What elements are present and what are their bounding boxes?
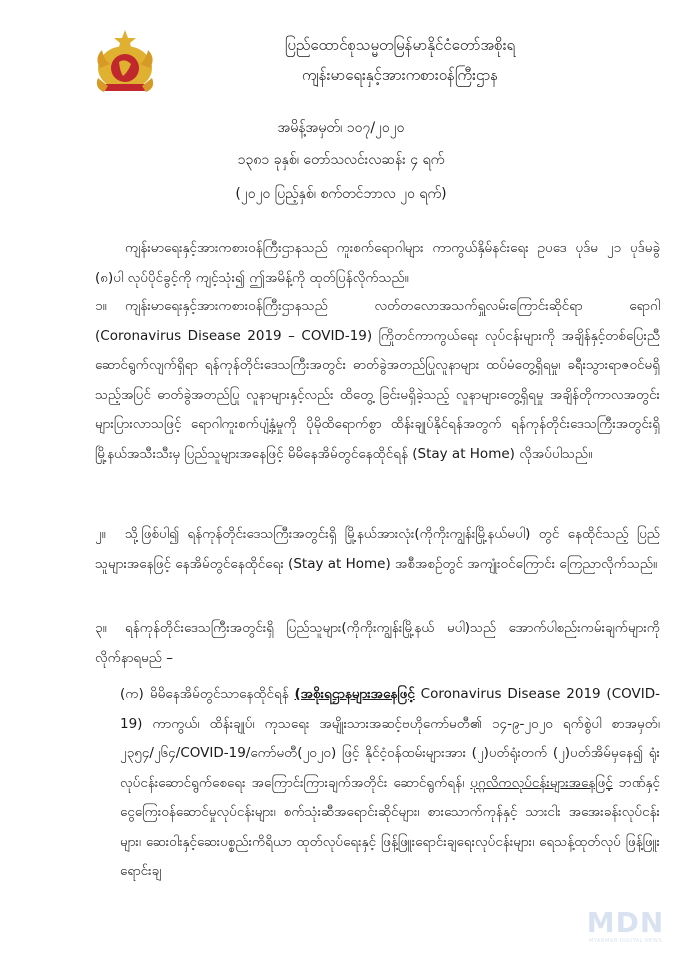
paragraph-2 (95, 520, 660, 579)
watermark-sub: MYANMAR DIGITAL NEWS (588, 938, 663, 944)
sub-item-a-private-heading: ပုဂ္ဂလိကလုပ်ငန်းများအနေဖြင့် (470, 774, 613, 791)
order-number: အမိန့်အမှတ်၊ ၁၀၇/၂၀၂၀ (277, 120, 405, 136)
paragraph-1-number: ၁။ (95, 298, 107, 314)
gregorian-date: (၂၀၂၀ ပြည့်နှစ်၊ စက်တင်ဘာလ ၂၀ ရက်) (235, 186, 447, 202)
sub-item-a-gov-heading: (အစိုးရဌာနများအနေဖြင့် (294, 686, 415, 702)
paragraph-2-text: သို့ဖြစ်ပါ၍ ရန်ကုန်တိုင်းဒေသကြီးအတွင်းရှိ မြို့နယ်အားလုံး(ကိုကိုးကျွန်းမြို့နယ်မပါ) တွင် နေထိုင်သည့် ပြည်သူများအနေဖြင့် နေအိမ်တွင်နေထိုင်ရေး (Stay at Home) အစီအစဉ်တွင် အကျုံးဝင်ကြောင်း ကြေညာလိုက်သည်။ (95, 526, 660, 572)
paragraph-2-number: ၂။ (95, 526, 106, 542)
paragraph-1-text: ကျန်းမာရေးနှင့်အားကစားဝန်ကြီးဌာနသည် လတ်တလောအသက်ရှူလမ်းကြောင်းဆိုင်ရာ ရောဂါ (Coronavirus Disease 2019 – COVID-19) ကြိုတင်ကာကွယ်ရေး လုပ်ငန်းများကို အချိန်နှင့်တစ်ပြေးညီ ဆောင်ရွက်လျက်ရှိရာ ရန်ကုန်တိုင်းဒေသကြီးအတွင်း ဓာတ်ခွဲအတည်ပြုလူနာများ ထပ်မံတွေ့ရှိရမှု၊ ခရီးသွားရာဇဝင်မရှိသည့်အပြင် ဓာတ်ခွဲအတည်ပြု လူနာများနှင့်လည်း ထိတွေ့ ခြင်းမရှိခဲ့သည့် လူနာများတွေ့ရှိရမှု အချိန်တိုကာလအတွင်း များပြားလာသဖြင့် ရောဂါကူးစက်ပျံ့နှံ့မှုကို ပိုမိုထိရောက်စွာ ထိန်းချုပ်နိုင်ရန်အတွက် ရန်ကုန်တိုင်းဒေသကြီးအတွင်းရှိ မြို့နယ်အသီးသီးမှ ပြည်သူများအနေဖြင့် မိမိနေအိမ်တွင်နေထိုင်ရန် (Stay at Home) လိုအပ်ပါသည်။ (95, 298, 660, 462)
paragraph-1 (95, 292, 660, 469)
state-seal-emblem (90, 28, 160, 98)
sub-item-a-number: (က) (120, 686, 144, 702)
myanmar-date: ၁၃၈၁ ခုနှစ်၊ တော်သလင်းလဆန်း ၄ ရက် (237, 152, 445, 168)
sub-item-a-lead: မိမိနေအိမ်တွင်သာနေထိုင်ရန် (150, 686, 295, 702)
sub-item-a (120, 680, 660, 887)
sub-item-a-private-text: ဘဏ်နှင့် ငွေကြေးဝန်ဆောင်မှုလုပ်ငန်းများ၊ စက်သုံးဆီအရောင်းဆိုင်များ၊ စားသောက်ကုန်နှင့် သားငါး အအေးခန်းလုပ်ငန်းများ၊ ဆေးဝါးနှင့်ဆေးပစ္စည်းကိရိယာ ထုတ်လုပ်ရေးနှင့် ဖြန့်ဖြူးရောင်းချရေးလုပ်ငန်းများ၊ ရေသန့်ထုတ်လုပ် ဖြန့်ဖြူးရောင်းချ (120, 774, 660, 879)
watermark-main: MDN (586, 906, 665, 939)
sub-item-a-gov-text: Coronavirus Disease 2019 (COVID-19) ကာကွယ်၊ ထိန်းချုပ်၊ ကုသရေး အမျိုးသားအဆင့်ဗဟိုကော်မတီ၏ ၁၄-၉-၂၀၂၀ ရက်စွဲပါ စာအမှတ်၊ ၂၃၅၄/၂၆၄/COVID-19/ကော်မတီ(၂၀၂၀) ဖြင့် နိုင်ငံ့ဝန်ထမ်းများအား (၂)ပတ်ရုံးတက် (၂)ပတ်အိမ်မှနေ၍ ရုံးလုပ်ငန်းဆောင်ရွက်စေရေး အကြောင်းကြားချက်အတိုင်း ဆောင်ရွက်ရန်၊ (120, 686, 660, 791)
intro-text: ကျန်းမာရေးနှင့်အားကစားဝန်ကြီးဌာနသည် ကူးစက်ရောဂါများ ကာကွယ်နှိမ်နင်းရေး ဥပဒေ ပုဒ်မ ၂၁ ပုဒ်မခွဲ (၈)ပါ လုပ်ပိုင်ခွင့်ကို ကျင့်သုံး၍ ဤအမိန့်ကို ထုတ်ပြန်လိုက်သည်။ (95, 240, 660, 286)
paragraph-3 (95, 614, 660, 673)
paragraph-3-number: ၃။ (95, 620, 107, 636)
paragraph-3-text: ရန်ကုန်တိုင်းဒေသကြီးအတွင်းရှိ ပြည်သူများ(ကိုကိုးကျွန်းမြို့နယ် မပါ)သည် အောက်ပါစည်းကမ်းချက်များကို လိုက်နာရမည် – (95, 620, 660, 666)
mdn-watermark-logo (583, 908, 668, 948)
government-name: ပြည်ထောင်စုသမ္မတမြန်မာနိုင်ငံတော်အစိုးရ (284, 36, 516, 54)
letterhead (210, 30, 590, 90)
intro-paragraph (95, 234, 660, 293)
ministry-name: ကျန်းမာရေးနှင့်အားကစားဝန်ကြီးဌာန (301, 66, 499, 84)
